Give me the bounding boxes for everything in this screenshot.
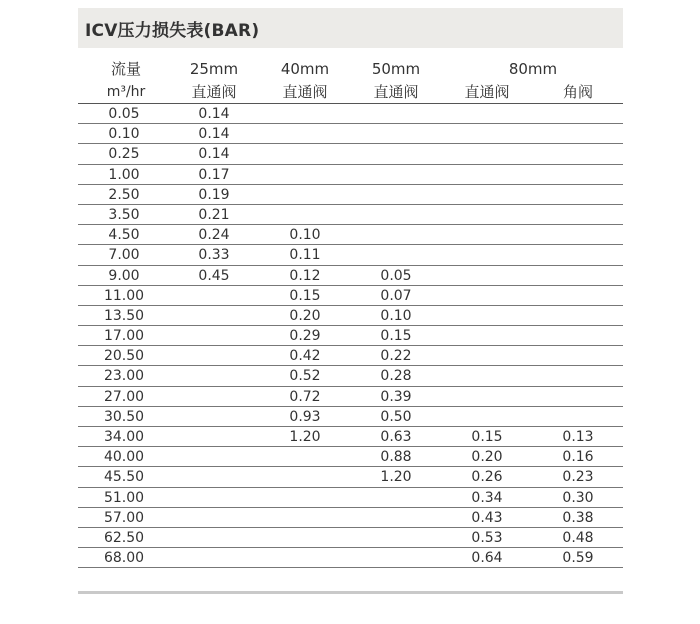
cell-loss-40mm: 0.11 [289,247,321,264]
table-row [78,488,623,508]
header-40mm-size: 40mm [280,60,330,78]
table-row [78,447,623,467]
cell-flow: 0.05 [108,106,140,122]
table-row [78,286,623,306]
cell-flow: 17.00 [103,328,145,345]
table-row [78,205,623,225]
cell-loss-40mm: 0.42 [289,348,321,365]
table-row [78,346,623,366]
table-row [78,124,623,144]
cell-loss-25mm: 0.21 [198,206,230,223]
cell-flow: 7.00 [108,247,140,264]
cell-flow: 1.00 [108,166,140,183]
cell-loss-50mm: 0.22 [380,348,412,365]
table-row [78,387,623,407]
cell-loss-50mm: 0.05 [380,267,412,284]
table-row [78,528,623,548]
cell-loss-25mm: 0.45 [198,267,230,284]
cell-loss-50mm: 0.50 [380,408,412,425]
cell-loss-25mm: 0.19 [198,186,230,203]
cell-loss-40mm: 0.10 [289,227,321,244]
cell-flow: 51.00 [103,489,145,506]
cell-loss-50mm: 0.63 [380,429,412,445]
cell-loss-80mm-angle: 0.59 [562,550,594,567]
cell-loss-25mm: 0.14 [198,106,230,122]
pressure-loss-table [78,104,623,568]
cell-flow: 11.00 [103,287,145,304]
cell-loss-80mm-straight: 0.53 [471,529,503,546]
cell-flow: 30.50 [103,408,145,425]
header-flow-label: 流量 [110,60,141,78]
cell-loss-80mm-angle: 0.48 [562,529,594,546]
table-row [78,185,623,205]
cell-loss-80mm-angle: 0.23 [562,469,594,486]
cell-loss-80mm-straight: 0.26 [471,469,503,486]
cell-loss-25mm: 0.14 [198,126,230,143]
cell-loss-50mm: 0.28 [380,368,412,385]
header-40mm-type: 直通阀 [282,83,328,101]
table-row [78,266,623,286]
cell-loss-50mm: 0.07 [380,287,412,304]
table-title: ICV压力损失表(BAR) [85,20,260,41]
cell-flow: 2.50 [108,186,140,203]
cell-loss-40mm: 0.52 [289,368,321,385]
cell-flow: 0.25 [108,146,140,163]
cell-loss-40mm: 0.72 [289,388,321,405]
cell-loss-40mm: 0.20 [289,307,321,324]
table-row [78,104,623,124]
cell-loss-50mm: 0.39 [380,388,412,405]
cell-flow: 34.00 [103,429,145,445]
cell-loss-25mm: 0.17 [198,166,230,183]
cell-loss-25mm: 0.24 [198,227,230,244]
table-row [78,326,623,346]
header-25mm-size: 25mm [189,60,239,78]
cell-flow: 23.00 [103,368,145,385]
cell-loss-40mm: 0.15 [289,287,321,304]
table-row [78,225,623,245]
cell-flow: 3.50 [108,206,140,223]
cell-flow: 62.50 [103,529,145,546]
cell-loss-40mm: 0.93 [289,408,321,425]
cell-flow: 9.00 [108,267,140,284]
header-80mm-angle: 角阀 [562,83,593,101]
table-row [78,306,623,326]
cell-flow: 0.10 [108,126,140,143]
title-bar [78,8,623,48]
table-row [78,245,623,265]
cell-flow: 13.50 [103,307,145,324]
cell-loss-80mm-angle: 0.16 [562,449,594,466]
cell-loss-50mm: 1.20 [380,469,412,486]
cell-flow: 40.00 [103,449,145,466]
header-80mm-straight: 直通阀 [464,83,510,101]
cell-loss-80mm-straight: 0.20 [471,449,503,466]
cell-loss-80mm-angle: 0.38 [562,509,594,526]
cell-loss-25mm: 0.14 [198,146,230,163]
cell-flow: 68.00 [103,550,145,567]
cell-loss-40mm: 0.12 [289,267,321,284]
table-row [78,508,623,528]
cell-flow: 20.50 [103,348,145,365]
cell-loss-80mm-straight: 0.64 [471,550,503,567]
bottom-divider [78,591,623,594]
header-50mm-type: 直通阀 [373,83,419,101]
table-row [78,165,623,185]
cell-loss-80mm-angle: 0.30 [562,489,594,506]
header-50mm-size: 50mm [371,60,421,78]
cell-loss-40mm: 1.20 [289,429,321,445]
cell-flow: 4.50 [108,227,140,244]
cell-loss-80mm-angle: 0.13 [562,429,594,445]
cell-loss-50mm: 0.88 [380,449,412,466]
table-row [78,467,623,487]
table-row [78,144,623,164]
cell-flow: 27.00 [103,388,145,405]
header-25mm-type: 直通阀 [191,83,237,101]
cell-loss-50mm: 0.15 [380,328,412,345]
table-row [78,366,623,386]
table-row [78,548,623,568]
header-80mm-size: 80mm [508,60,558,78]
cell-loss-80mm-straight: 0.34 [471,489,503,506]
table-row [78,427,623,447]
cell-loss-80mm-straight: 0.15 [471,429,503,445]
header-flow-unit: m³/hr [106,84,146,100]
cell-flow: 45.50 [103,469,145,486]
cell-loss-25mm: 0.33 [198,247,230,264]
table-row [78,407,623,427]
cell-loss-40mm: 0.29 [289,328,321,345]
cell-loss-80mm-straight: 0.43 [471,509,503,526]
cell-flow: 57.00 [103,509,145,526]
cell-loss-50mm: 0.10 [380,307,412,324]
